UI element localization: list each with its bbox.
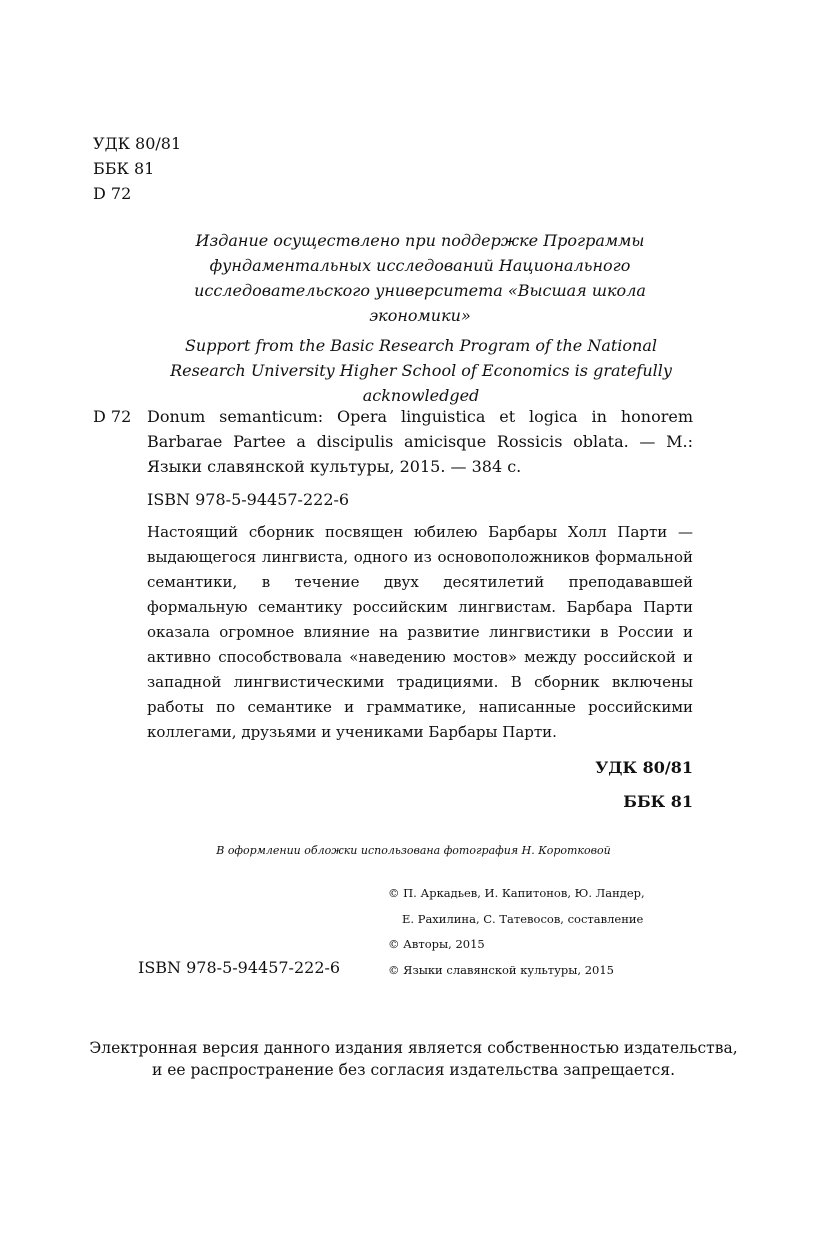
udk-code: УДК 80/81 [93, 134, 182, 153]
annotation-text: Настоящий сборник посвящен юбилею Барбары Холл Парти — выдающегося лингвиста, одного из основоположников формальной семантики, в течение двух десятилетий преподававшей формальную семантику российским лингвистам. Барбара Парти оказала огромное влияние на развитие лингвистики в России и активно способствовала «наведению мостов» между российской и западной лингвистическими традициями. В сборник включены работы по семантике и грамматике, написанные российскими коллегами, друзьями и учениками Барбары Парти. [147, 523, 693, 741]
electronic-version-notice [0, 1037, 827, 1081]
notice-line: и ее распространение без согласия издательства запрещается. [151, 1061, 676, 1079]
copyright-line: © П. Аркадьев, И. Капитонов, Ю. Ландер, [388, 886, 645, 900]
copyright-line: Е. Рахилина, С. Татевосов, составление [402, 911, 644, 926]
copyright-line: © Авторы, 2015 [388, 937, 485, 951]
isbn-bottom: ISBN 978-5-94457-222-6 [138, 958, 341, 977]
bbk-code: ББК 81 [93, 159, 155, 178]
udk-code-bold: УДК 80/81 [595, 758, 693, 777]
isbn-line: ISBN 978-5-94457-222-6 [147, 490, 350, 509]
cover-photo-credit: В оформлении обложки использована фотография Н. Коротковой [216, 844, 611, 857]
support-note-english: Support from the Basic Research Program of the National Research University Higher School of Economics is gratefully acknowledged [170, 336, 672, 405]
support-note-russian: Издание осуществлено при поддержке Программы фундаментальных исследований Национального исследовательского университета «Высшая школа экономики» [194, 231, 646, 325]
bibliographic-description: Donum semanticum: Opera linguistica et logica in honorem Barbarae Partee a discipulis amicisque Rossicis oblata. — М.: Языки славянской культуры, 2015. — 384 с. [147, 407, 693, 476]
notice-line: Электронная версия данного издания является собственностью издательства, [89, 1039, 738, 1057]
classification-codes [93, 131, 181, 206]
bbk-code-bold: ББК 81 [623, 792, 693, 811]
copyright-line: © Языки славянской культуры, 2015 [388, 962, 614, 977]
copyright-block [388, 881, 645, 983]
catalog-author-mark: D 72 [93, 407, 132, 426]
author-mark: D 72 [93, 184, 132, 203]
